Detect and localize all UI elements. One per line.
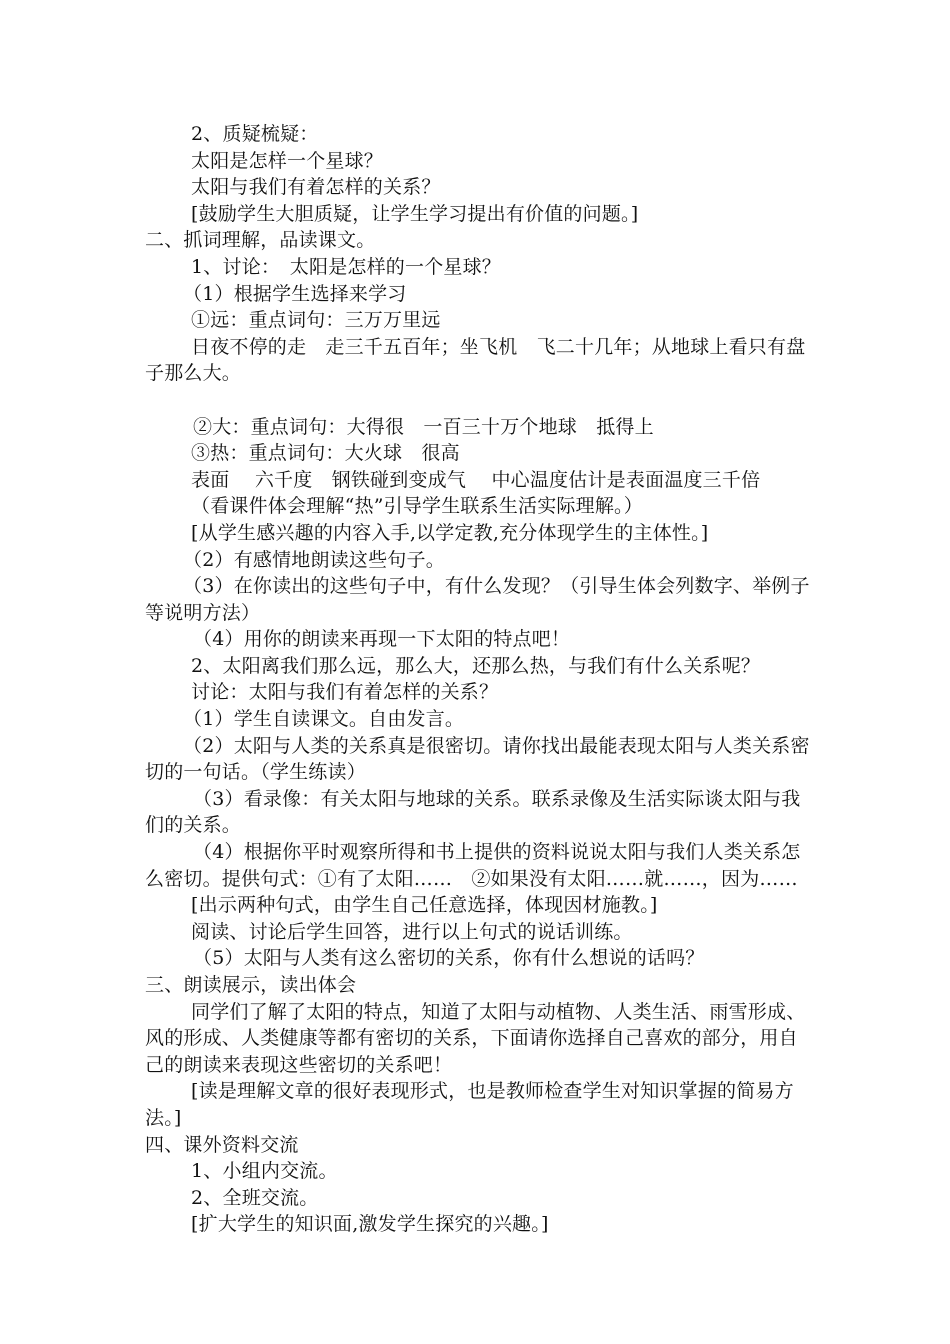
paragraph-line: ③热：重点词句：大火球 很高 [191,442,460,465]
blank-line [145,387,813,414]
document-body [145,121,813,1238]
paragraph-line: 太阳与我们有着怎样的关系？ [191,176,441,199]
paragraph-line: 2、全班交流。 [191,1186,319,1209]
paragraph-line: （3）看录像：有关太阳与地球的关系。联系录像及生活实际谈太阳与我们的关系。 [145,787,801,837]
paragraph-line: 同学们了解了太阳的特点，知道了太阳与动植物、人类生活、雨雪形成、风的形成、人类健康等都有密切的关系，下面请你选择自己喜欢的部分，用自己的朗读来表现这些密切的关系吧！ [145,1000,806,1076]
paragraph-line: ①远：重点词句：三万万里远 [191,309,441,332]
paragraph-line: [读是理解文章的很好表现形式，也是教师检查学生对知识掌握的简易方法。] [145,1080,794,1129]
paragraph-line: 三、朗读展示，读出体会 [145,974,357,996]
paragraph-line: （4）根据你平时观察所得和书上提供的资料说说太阳与我们人类关系怎么密切。提供句式：①有了太阳…… ②如果没有太阳……就……，因为…… [145,841,801,890]
paragraph-line: （1）学生自读课文。自由发言。 [183,708,465,731]
paragraph-line: （5）太阳与人类有这么密切的关系，你有什么想说的话吗？ [193,947,705,970]
paragraph-line: 日夜不停的走 走三千五百年；坐飞机 飞二十几年；从地球上看只有盘子那么大。 [145,335,806,385]
paragraph-line: （1）根据学生选择来学习 [183,282,407,305]
paragraph-line: 二、抓词理解，品读课文。 [145,229,376,252]
paragraph-line: 2、太阳离我们那么远，那么大，还那么热，与我们有什么关系呢？ [191,654,761,677]
paragraph-line: 阅读、讨论后学生回答，进行以上句式的说话训练。 [191,920,633,943]
paragraph-line: [扩大学生的知识面,激发学生探究的兴趣。] [191,1213,549,1236]
paragraph-line: （3）在你读出的这些句子中，有什么发现？（引导生体会列数字、举例子等说明方法） [145,575,810,624]
paragraph-line: [鼓励学生大胆质疑，让学生学习提出有价值的问题。] [191,202,639,225]
paragraph-line: 表面 六千度 钢铁碰到变成气 中心温度估计是表面温度三千倍 [191,468,761,491]
paragraph-line: （2）太阳与人类的关系真是很密切。请你找出最能表现太阳与人类关系密切的一句话。（学生练读） [145,734,810,784]
paragraph-line: 2、质疑梳疑： [191,123,319,145]
paragraph-line: ②大：重点词句：大得很 一百三十万个地球 抵得上 [193,415,654,438]
paragraph-line: 四、课外资料交流 [145,1133,299,1156]
paragraph-line: （4）用你的朗读来再现一下太阳的特点吧！ [193,628,571,651]
paragraph-line: 太阳是怎样一个星球？ [191,149,384,172]
paragraph-line: 讨论：太阳与我们有着怎样的关系？ [191,681,499,704]
paragraph-line: （看课件体会理解“热”引导学生联系生活实际理解。） [191,495,643,518]
paragraph-line: [从学生感兴趣的内容入手,以学定教,充分体现学生的主体性。] [191,521,709,544]
paragraph-line: [出示两种句式，由学生自己任意选择，体现因材施教。] [191,894,658,917]
paragraph-line: 1、讨论： 太阳是怎样的一个星球？ [191,255,501,278]
paragraph-line: 1、小组内交流。 [191,1160,338,1183]
paragraph-line: （2）有感情地朗读这些句子。 [183,548,445,571]
